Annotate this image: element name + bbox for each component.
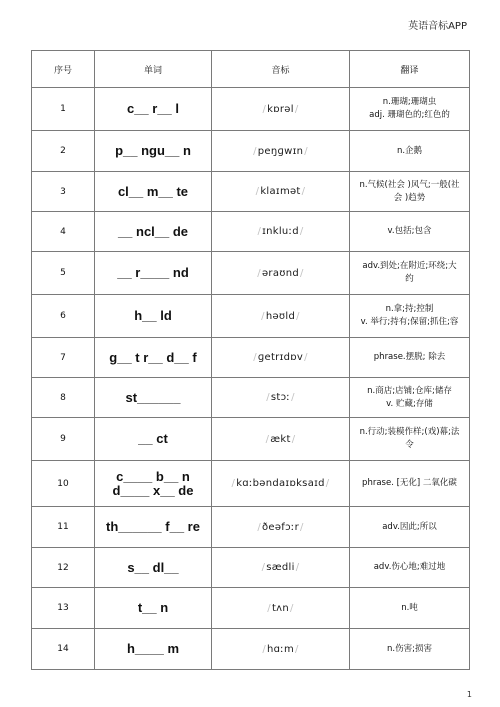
row-number: 9 [32,418,95,461]
translation-line: n.行动;装模作样;(戏)幕;法 [359,427,460,437]
translation-line: 令 [405,440,414,450]
row-number: 8 [32,378,95,418]
translation-cell [350,418,470,461]
word-blank: g__ t r__ d__ f [95,338,212,378]
phonetic-cell [212,338,350,378]
slash-left: / [231,478,236,489]
translation-line: n.拿;持;控制 [385,304,434,314]
phonetic-text: klaɪmət [260,186,301,197]
row-number: 3 [32,172,95,212]
slash-left: / [257,267,261,279]
phonetic-text: sædli [266,562,295,573]
page-number: 1 [466,690,472,699]
phonetic-cell [212,88,350,131]
translation-cell [350,507,470,548]
word-blank: t__ n [95,588,212,629]
translation-cell [350,252,470,295]
row-number: 6 [32,295,95,338]
phonetic-cell [212,378,350,418]
slash-right: / [296,310,300,322]
slash-left: / [267,602,271,614]
table-row [32,629,470,670]
word-blank: c__ r__ l [95,88,212,131]
header-row [32,51,470,88]
translation-cell [350,131,470,172]
row-number: 7 [32,338,95,378]
phonetic-cell [212,507,350,548]
slash-left: / [266,392,270,403]
table-row [32,172,470,212]
phonetic-text: əraʊnd [261,267,300,279]
translation-cell [350,461,470,507]
translation-cell [350,629,470,670]
translation-line: n.珊瑚;珊瑚虫 [382,97,437,107]
slash-right: / [294,103,299,115]
slash-right: / [304,352,308,363]
translation-cell [350,548,470,588]
slash-right: / [295,643,299,655]
translation-cell [350,378,470,418]
phonetic-cell [212,629,350,670]
phonetic-text: ækt [270,433,291,445]
slash-right: / [304,145,308,157]
slash-right: / [325,478,330,489]
table-row [32,507,470,548]
translation-line: adv.伤心地;难过地 [373,562,446,572]
word-blank: c____ b__ n d____ x__ de [95,461,212,507]
translation-cell [350,88,470,131]
slash-left: / [253,352,257,363]
word-blank: __ ncl__ de [95,212,212,252]
table-row [32,588,470,629]
word-blank: cl__ m__ te [95,172,212,212]
phonetic-cell [212,131,350,172]
phonetic-text: kɒrəl [267,103,294,115]
row-number: 14 [32,629,95,670]
translation-line: adv.因此;所以 [382,521,437,532]
word-blank: s__ dl__ [95,548,212,588]
phonetic-cell [212,252,350,295]
translation-line: n.气候(社会 )风气;一般(社 [359,179,460,190]
phonetic-text: ɪnkluːd [262,226,299,237]
word-blank: p__ ngu__ n [95,131,212,172]
table-row [32,212,470,252]
translation-line: adv.到处;在附近;环绕;大 [362,261,457,271]
phonetic-text: ɡetrɪdɒv [257,352,304,363]
translation-line: v. 举行;持有;保留;抓住;容 [360,317,459,327]
translation-line: v. 贮藏;存储 [386,398,433,409]
word-blank: __ r____ nd [95,252,212,295]
word-blank: __ ct [95,418,212,461]
slash-left: / [262,103,267,115]
slash-left: / [262,643,266,655]
column-header-phonetic: 音标 [212,51,350,88]
phonetic-text: tʌn [271,602,290,614]
translation-cell [350,172,470,212]
word-blank: th______ f__ re [95,507,212,548]
phonetic-text: həʊld [265,310,296,322]
phonetic-text: kɑːbəndaɪɒksaɪd [236,478,325,489]
phonetic-cell [212,418,350,461]
table-row [32,131,470,172]
row-number: 4 [32,212,95,252]
row-number: 12 [32,548,95,588]
phonetic-text: ðeəfɔːr [261,521,300,533]
translation-line: n.伤害;损害 [387,643,432,654]
table-row [32,295,470,338]
phonetic-text: peŋɡwɪn [257,145,304,157]
translation-cell [350,212,470,252]
table-row [32,378,470,418]
table-row [32,338,470,378]
slash-right: / [299,226,304,237]
row-number: 13 [32,588,95,629]
translation-cell [350,588,470,629]
column-header-number: 序号 [32,51,95,88]
slash-left: / [257,226,262,237]
slash-right: / [290,602,294,614]
translation-cell [350,295,470,338]
phonetic-cell [212,548,350,588]
row-number: 11 [32,507,95,548]
row-number: 1 [32,88,95,131]
slash-right: / [291,392,295,403]
phonetic-cell [212,588,350,629]
translation-line: phrase. [无化] 二氧化碳 [362,478,457,488]
app-title: 英语音标APP [408,21,467,32]
slash-left: / [253,145,257,157]
table-row [32,88,470,131]
slash-left: / [265,433,270,445]
slash-left: / [255,186,260,197]
slash-right: / [291,433,296,445]
translation-line: v.包括;包含 [387,226,432,236]
translation-cell [350,338,470,378]
table-row [32,252,470,295]
translation-line: phrase.摆脱; 除去 [373,352,446,362]
phonetic-text: stɔː [270,392,291,403]
slash-left: / [257,521,261,533]
slash-right: / [300,267,304,279]
row-number: 2 [32,131,95,172]
translation-line: n.商店;店铺;仓库;储存 [367,385,452,396]
phonetic-cell [212,461,350,507]
column-header-word: 单词 [95,51,212,88]
table-header [32,51,470,88]
slash-left: / [261,310,265,322]
word-blank: h____ m [95,629,212,670]
slash-right: / [300,521,304,533]
phonetic-cell [212,295,350,338]
table-row [32,461,470,507]
row-number: 10 [32,461,95,507]
translation-line: 约 [405,274,414,284]
translation-line: n.企鹅 [396,145,423,156]
table-row [32,548,470,588]
phonetic-cell [212,212,350,252]
row-number: 5 [32,252,95,295]
slash-left: / [261,562,266,573]
translation-line: 会 )趋势 [393,192,426,203]
translation-line: n.吨 [401,602,418,613]
slash-right: / [301,186,306,197]
column-header-translation: 翻译 [350,51,470,88]
phonetic-cell [212,172,350,212]
translation-line: adj. 珊瑚色的;红色的 [369,110,450,120]
slash-right: / [295,562,300,573]
vocabulary-table [31,50,470,670]
word-blank: h__ ld [95,295,212,338]
phonetic-text: hɑːm [267,643,294,655]
word-blank: st______ [95,378,212,418]
table-row [32,418,470,461]
table-body [32,88,470,670]
